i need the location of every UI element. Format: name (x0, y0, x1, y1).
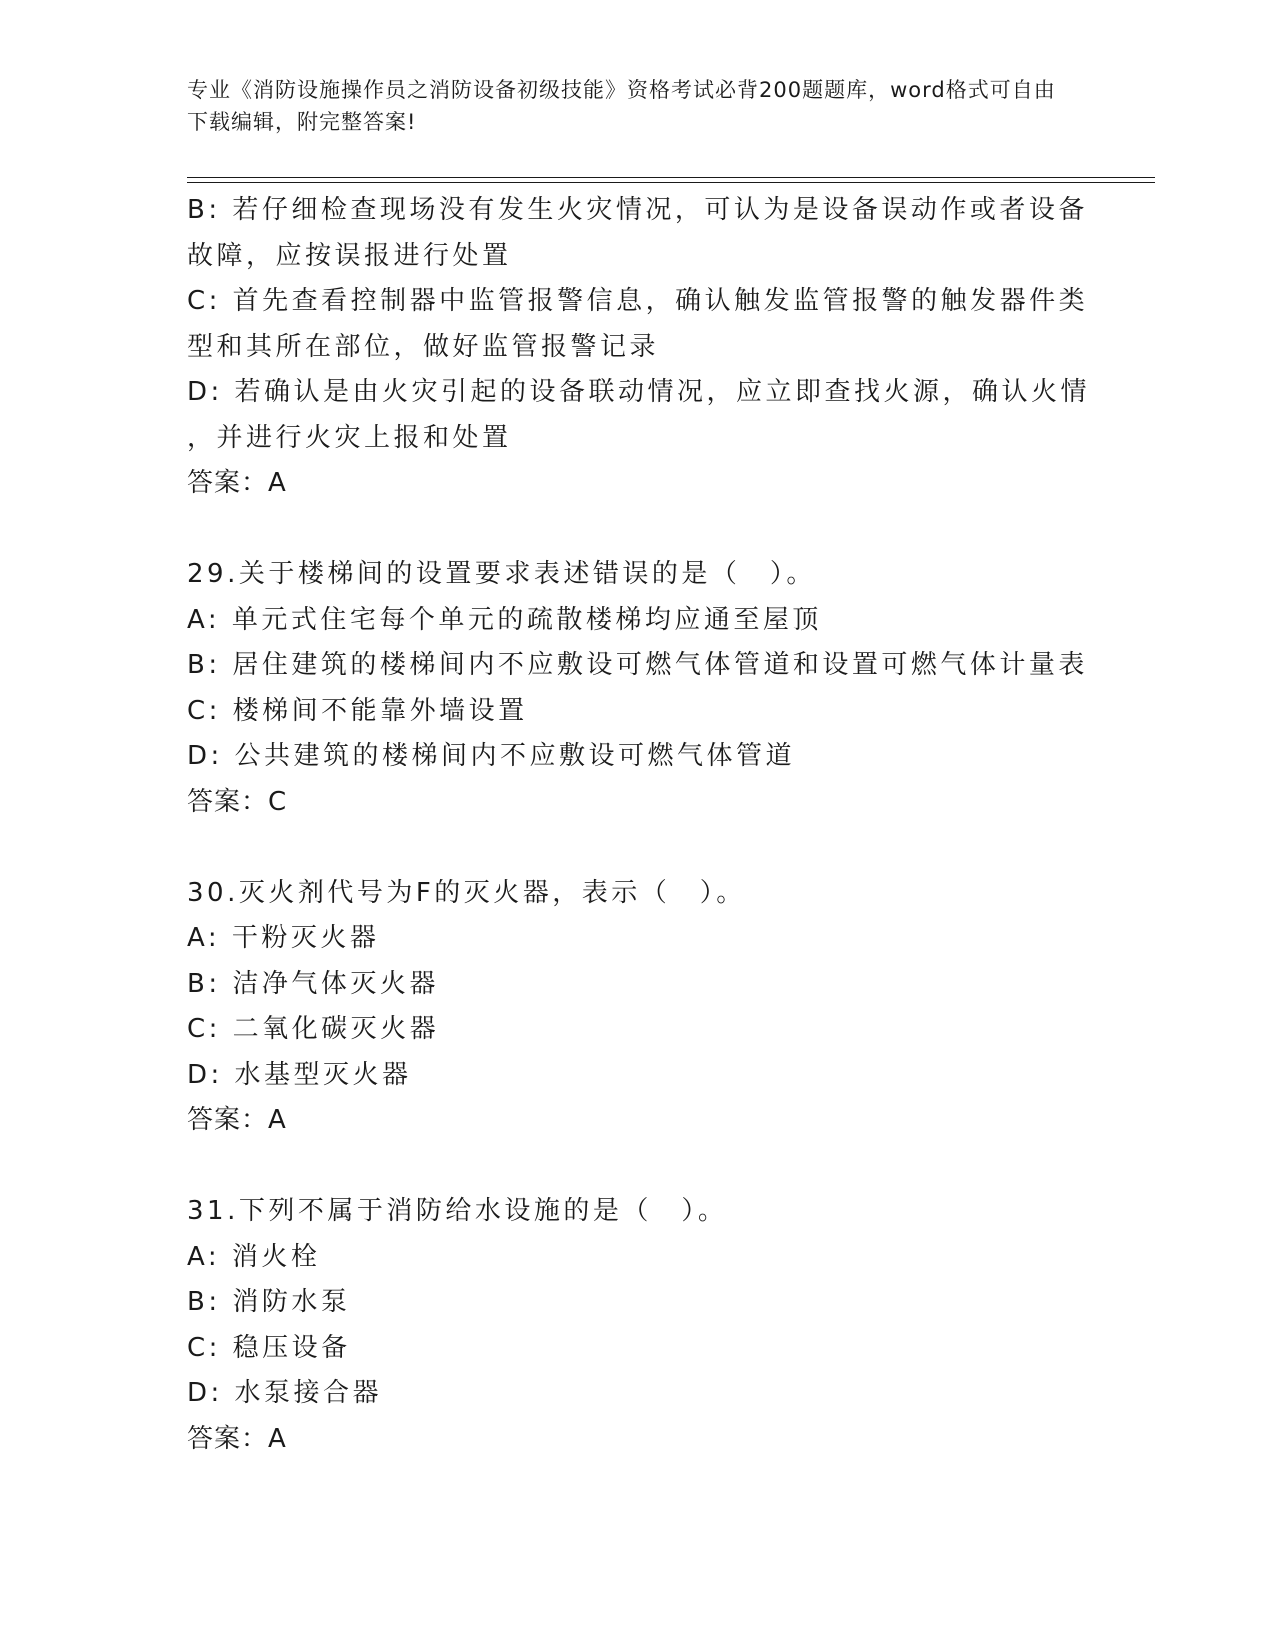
option-line: D: 若确认是由火灾引起的设备联动情况，应立即查找火源，确认火情 (187, 377, 1091, 407)
header-divider-bottom (187, 182, 1155, 183)
option-c: C: 二氧化碳灭火器 (187, 1014, 440, 1044)
option-b: B: 居住建筑的楼梯间内不应敷设可燃气体管道和设置可燃气体计量表 (187, 650, 1088, 680)
question-31 (187, 1189, 1087, 1462)
spacer (187, 825, 1087, 871)
option-b: B: 消防水泵 (187, 1287, 351, 1317)
option-line: C: 首先查看控制器中监管报警信息，确认触发监管报警的触发器件类 (187, 286, 1089, 316)
spacer (187, 507, 1087, 553)
question-stem: 29.关于楼梯间的设置要求表述错误的是（ ）。 (187, 559, 816, 589)
spacer (187, 1144, 1087, 1190)
question-29 (187, 552, 1087, 825)
answer-line: 答案：C (187, 786, 288, 817)
option-c: C: 稳压设备 (187, 1332, 351, 1363)
option-line: ，并进行火灾上报和处置 (187, 422, 512, 453)
question-stem: 30.灭火剂代号为F的灭火器，表示（ ）。 (187, 877, 746, 908)
header-divider-top (187, 177, 1155, 178)
answer-line: 答案：A (187, 468, 287, 498)
option-d: D: 水泵接合器 (187, 1378, 383, 1408)
option-a: A: 干粉灭火器 (187, 923, 380, 953)
option-d: D: 水基型灭火器 (187, 1059, 412, 1090)
option-line: 故障，应按误报进行处置 (187, 240, 512, 271)
question-30 (187, 871, 1087, 1144)
option-line: B: 若仔细检查现场没有发生火灾情况，可认为是设备误动作或者设备 (187, 195, 1088, 225)
option-a: A: 单元式住宅每个单元的疏散楼梯均应通至屋顶 (187, 604, 822, 635)
option-a: A: 消火栓 (187, 1241, 321, 1272)
answer-line: 答案：A (187, 1105, 287, 1135)
option-c: C: 楼梯间不能靠外墙设置 (187, 695, 528, 726)
option-b: B: 洁净气体灭火器 (187, 968, 439, 999)
question-28-continuation (187, 188, 1091, 507)
answer-line: 答案：A (187, 1423, 287, 1454)
question-stem: 31.下列不属于消防给水设施的是（ ）。 (187, 1196, 728, 1226)
document-header: 专业《消防设施操作员之消防设备初级技能》资格考试必背200题题库，word格式可自由下载编辑，附完整答案! (187, 78, 1056, 134)
question-list (187, 188, 1091, 1462)
option-d: D: 公共建筑的楼梯间内不应敷设可燃气体管道 (187, 741, 796, 771)
option-line: 型和其所在部位，做好监管报警记录 (187, 331, 660, 362)
